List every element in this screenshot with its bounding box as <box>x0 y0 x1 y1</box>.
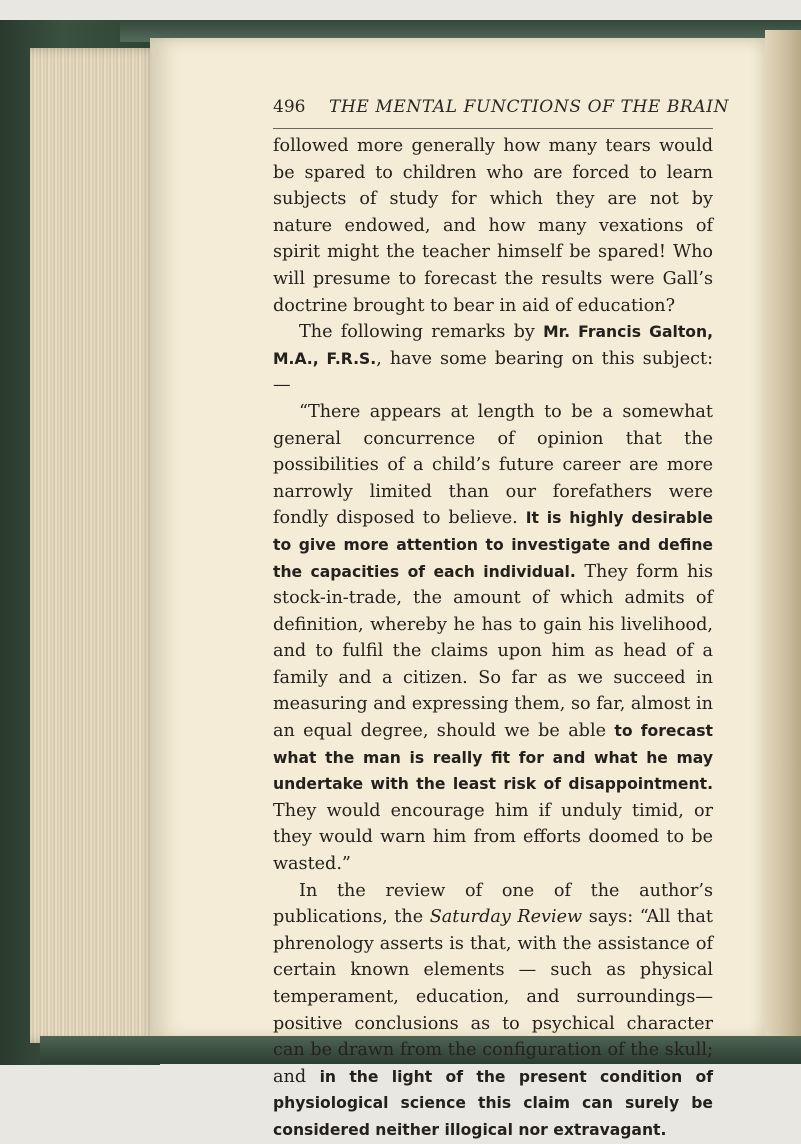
header-rule <box>273 128 713 129</box>
p3-bold-a: It is highly desirable to give more attention to investigate and define the capacities of each individual. <box>273 509 713 581</box>
p3-bold-b: to forecast what the man is really fit for and what he may undertake with the least risk of disappointment. <box>273 722 713 794</box>
page-text <box>273 133 713 1144</box>
page-block-edges <box>30 48 160 1043</box>
page-number: 496 <box>273 97 306 117</box>
p4-italic-title: Saturday Review <box>429 907 583 928</box>
p2-bold-name: Mr. Francis Galton, M.A., F.R.S. <box>273 323 714 368</box>
p3-text-c: They would encourage him if unduly timid, or they would warn him from efforts doomed to be wasted.” <box>273 800 713 875</box>
p2-text-b: , have some bearing on this subject:— <box>273 348 714 396</box>
p2-text-a: The following remarks by <box>299 322 544 343</box>
paragraph-4 <box>273 878 713 1144</box>
p3-text-a: “There appears at length to be a somewhat general concurrence of opinion that the possibilities of a child’s future career are more narrowly limited than our forefathers were fondly disposed to believe. <box>273 401 713 529</box>
page-header <box>273 97 730 121</box>
paragraph-1: followed more generally how many tears would be spared to children who are forced to learn subjects of study for which they are not by nature endowed, and how many vexations of spirit might the teacher himself be spared! Who will presume to forecast the results were Gall’s doctrine brought to bear in aid of education? <box>273 136 713 316</box>
page-edge-right <box>765 30 801 1040</box>
p4-text-b: says: “All that phrenology asserts is that, with the assistance of certain known elements — such as physical temperament, education, and surroundings—positive conclusions as to psychical character can be drawn from the configuration of the skull; and <box>273 907 713 1087</box>
p4-bold: in the light of the present condition of physiological science this claim can surely be considered neither illogical nor extravagant. <box>273 1067 713 1139</box>
paragraph-2 <box>273 319 713 399</box>
p3-text-b: They form his stock-in-trade, the amount of which admits of definition, whereby he has to gain his livelihood, and to fulfil the claims upon him as head of a family and a citizen. So far as we succeed in measuring and expressing them, so far, almost in an equal degree, should we be able <box>273 561 713 742</box>
running-title: THE MENTAL FUNCTIONS OF THE BRAIN <box>329 97 730 117</box>
p4-text-a: In the review of one of the author’s publications, the <box>273 880 713 928</box>
paragraph-3-quote <box>273 399 713 878</box>
